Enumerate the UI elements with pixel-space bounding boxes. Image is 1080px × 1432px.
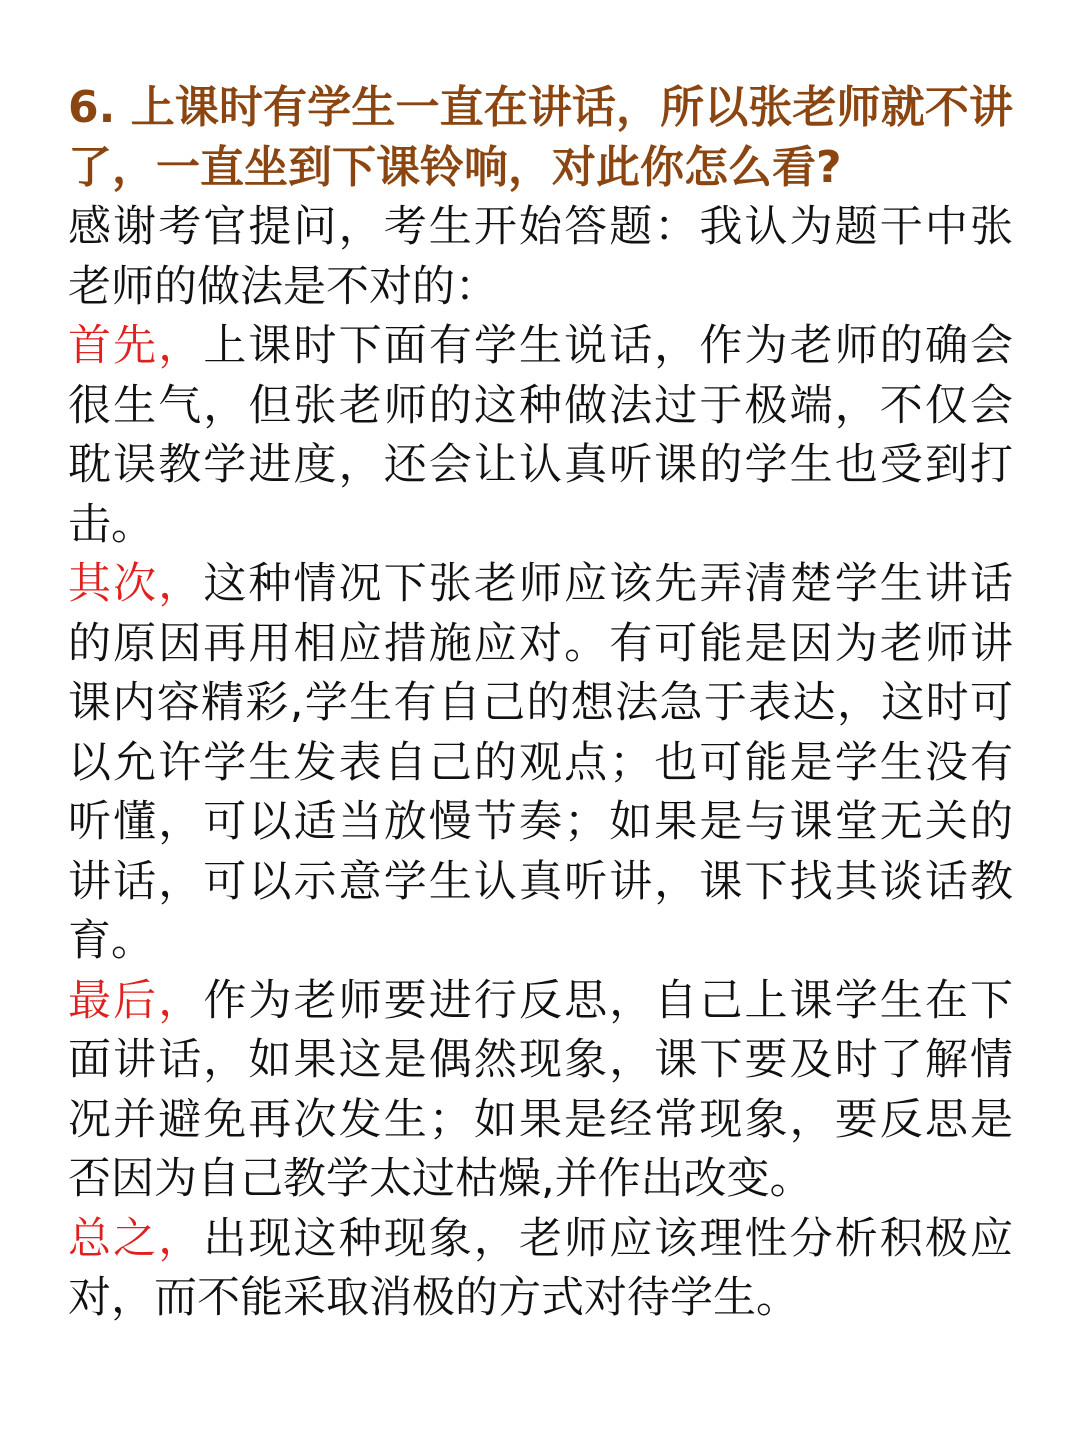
question-heading: 6. 上课时有学生一直在讲话，所以张老师就不讲了，一直坐到下课铃响，对此你怎么看? [68,82,1013,193]
paragraph-first-text: 上课时下面有学生说话，作为老师的确会很生气，但张老师的这种做法过于极端，不仅会耽误教学进度，还会让认真听课的学生也受到打击。 [68,321,1014,550]
paragraph-second-text: 这种情况下张老师应该先弄清楚学生讲话的原因再用相应措施应对。有可能是因为老师讲课内容精彩,学生有自己的想法急于表达，这时可以允许学生发表自己的观点；也可能是学生没有听懂，可以适当放慢节奏；如果是与课堂无关的讲话，可以示意学生认真听讲，课下找其谈话教育。 [68,559,1014,966]
lead-first: 首先， [68,321,204,371]
paragraph-first [68,317,1013,555]
answer-document [68,78,1013,1329]
paragraph-last [68,972,1013,1210]
paragraph-second [68,555,1013,972]
lead-last: 最后， [68,975,204,1026]
paragraph-conclusion [68,1210,1013,1329]
lead-second: 其次， [68,559,204,609]
paragraph-conclusion-text: 出现这种现象，老师应该理性分析积极应对，而不能采取消极的方式对待学生。 [68,1213,1014,1323]
intro-paragraph: 感谢考官提问，考生开始答题：我认为题干中张老师的做法是不对的： [68,202,1013,312]
lead-conclusion: 总之， [68,1213,204,1264]
paragraph-last-text: 作为老师要进行反思，自己上课学生在下面讲话，如果这是偶然现象，课下要及时了解情况并避免再次发生；如果是经常现象，要反思是否因为自己教学太过枯燥,并作出改变。 [68,975,1014,1204]
